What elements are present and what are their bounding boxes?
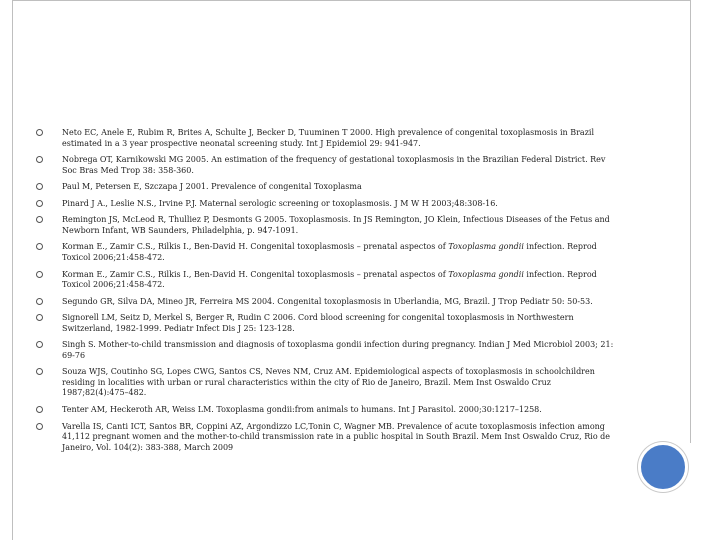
bullet-circle-icon [36, 423, 43, 430]
bullet-circle-icon [36, 341, 43, 348]
bullet-circle-icon [36, 243, 43, 250]
bullet-circle-icon [36, 156, 43, 163]
reference-item [36, 128, 620, 149]
slide-frame-left-border [12, 0, 13, 540]
bullet-circle-icon [36, 368, 43, 375]
reference-item [36, 422, 620, 454]
reference-text: Korman E., Zamir C.S., Rilkis I., Ben-David H. Congenital toxoplasmosis – prenatal aspectos of [62, 242, 446, 252]
reference-item [36, 405, 620, 416]
reference-item [36, 215, 620, 236]
reference-item [36, 242, 620, 263]
reference-item [36, 297, 620, 308]
reference-text: Signorell LM, Seitz D, Merkel S, Berger R, Rudin C 2006. Cord blood screening for congenital toxoplasmosis in Northwestern Switzerland, 1982-1999. Pediatr Infect Dis J 25: 123-128. [62, 313, 574, 333]
reference-item [36, 340, 620, 361]
reference-text: Segundo GR, Silva DA, Mineo JR, Ferreira MS 2004. Congenital toxoplasmosis in Uberlandia, MG, Brazil. J Trop Pediatr 50: 50-53. [62, 296, 593, 306]
reference-text-tail: infection. Reprod Toxicol 2006;21:458-472. [62, 242, 597, 262]
reference-text: Singh S. Mother-to-child transmission and diagnosis of toxoplasma gondii infection during pregnancy. Indian J Med Microbiol 2003; 21: 69-76 [62, 340, 614, 360]
bullet-circle-icon [36, 200, 43, 207]
reference-text: Pinard J A., Leslie N.S., Irvine P.J. Maternal serologic screening or toxoplasmosis. J M W H 2003;48:308-16. [62, 198, 498, 208]
slide-decoration-circle [638, 442, 688, 492]
bullet-circle-icon [36, 216, 43, 223]
slide-frame-right-border [690, 0, 691, 443]
reference-italic-species: Toxoplasma gondii [448, 269, 524, 279]
bullet-circle-icon [36, 406, 43, 413]
reference-text: Remington JS, McLeod R, Thulliez P, Desmonts G 2005. Toxoplasmosis. In JS Remington, JO Klein, Infectious Diseases of the Fetus and Newborn Infant, WB Saunders, Philadelphia, p. 947-1091. [62, 215, 610, 235]
reference-text: Varella IS, Canti ICT, Santos BR, Coppini AZ, Argondizzo LC,Tonin C, Wagner MB. Prevalence of acute toxoplasmosis infection among 41,112 pregnant women and the mother-to-child transmission rate in a public hospital in South Brazil. Mem Inst Oswaldo Cruz, Rio de Janeiro, Vol. 104(2): 383-388, March 2009 [62, 421, 611, 452]
bullet-circle-icon [36, 314, 43, 321]
reference-item [36, 182, 620, 193]
reference-item [36, 367, 620, 399]
reference-italic-species: Toxoplasma gondii [448, 242, 524, 252]
reference-text-tail: infection. Reprod Toxicol 2006;21:458-472. [62, 269, 597, 290]
reference-text: Tenter AM, Heckeroth AR, Weiss LM. Toxoplasma gondii:from animals to humans. Int J Parasitol. 2000;30:1217–1258. [62, 405, 542, 415]
reference-list [36, 128, 620, 459]
reference-item [36, 199, 620, 210]
bullet-circle-icon [36, 298, 43, 305]
reference-text: Souza WJS, Coutinho SG, Lopes CWG, Santos CS, Neves NM, Cruz AM. Epidemiological aspects of toxoplasmosis in schoolchildren residing in localities with urban or rural characteristics within the city of Rio de Janeiro, Brazil. Mem Inst Oswaldo Cruz 1987;82(4):475–482. [62, 367, 595, 398]
bullet-circle-icon [36, 271, 43, 278]
reference-item [36, 155, 620, 176]
reference-text: Korman E., Zamir C.S., Rilkis I., Ben-David H. Congenital toxoplasmosis – prenatal aspectos of [62, 269, 446, 279]
reference-item [36, 313, 620, 334]
bullet-circle-icon [36, 129, 43, 136]
reference-text: Nobrega OT, Karnikowski MG 2005. An estimation of the frequency of gestational toxoplasmosis in the Brazilian Federal District. Rev Soc Bras Med Trop 38: 358-360. [62, 155, 606, 175]
reference-text: Neto EC, Anele E, Rubim R, Brites A, Schulte J, Becker D, Tuuminen T 2000. High prevalence of congenital toxoplasmosis in Brazil estimated in a 3 year prospective neonatal screening study. Int J Epidemiol 29: 941-947. [62, 128, 595, 148]
reference-item [36, 270, 620, 291]
slide-frame-top-border [12, 0, 690, 1]
reference-text: Paul M, Petersen E, Szczapa J 2001. Prevalence of congenital Toxoplasma [62, 182, 362, 192]
bullet-circle-icon [36, 183, 43, 190]
